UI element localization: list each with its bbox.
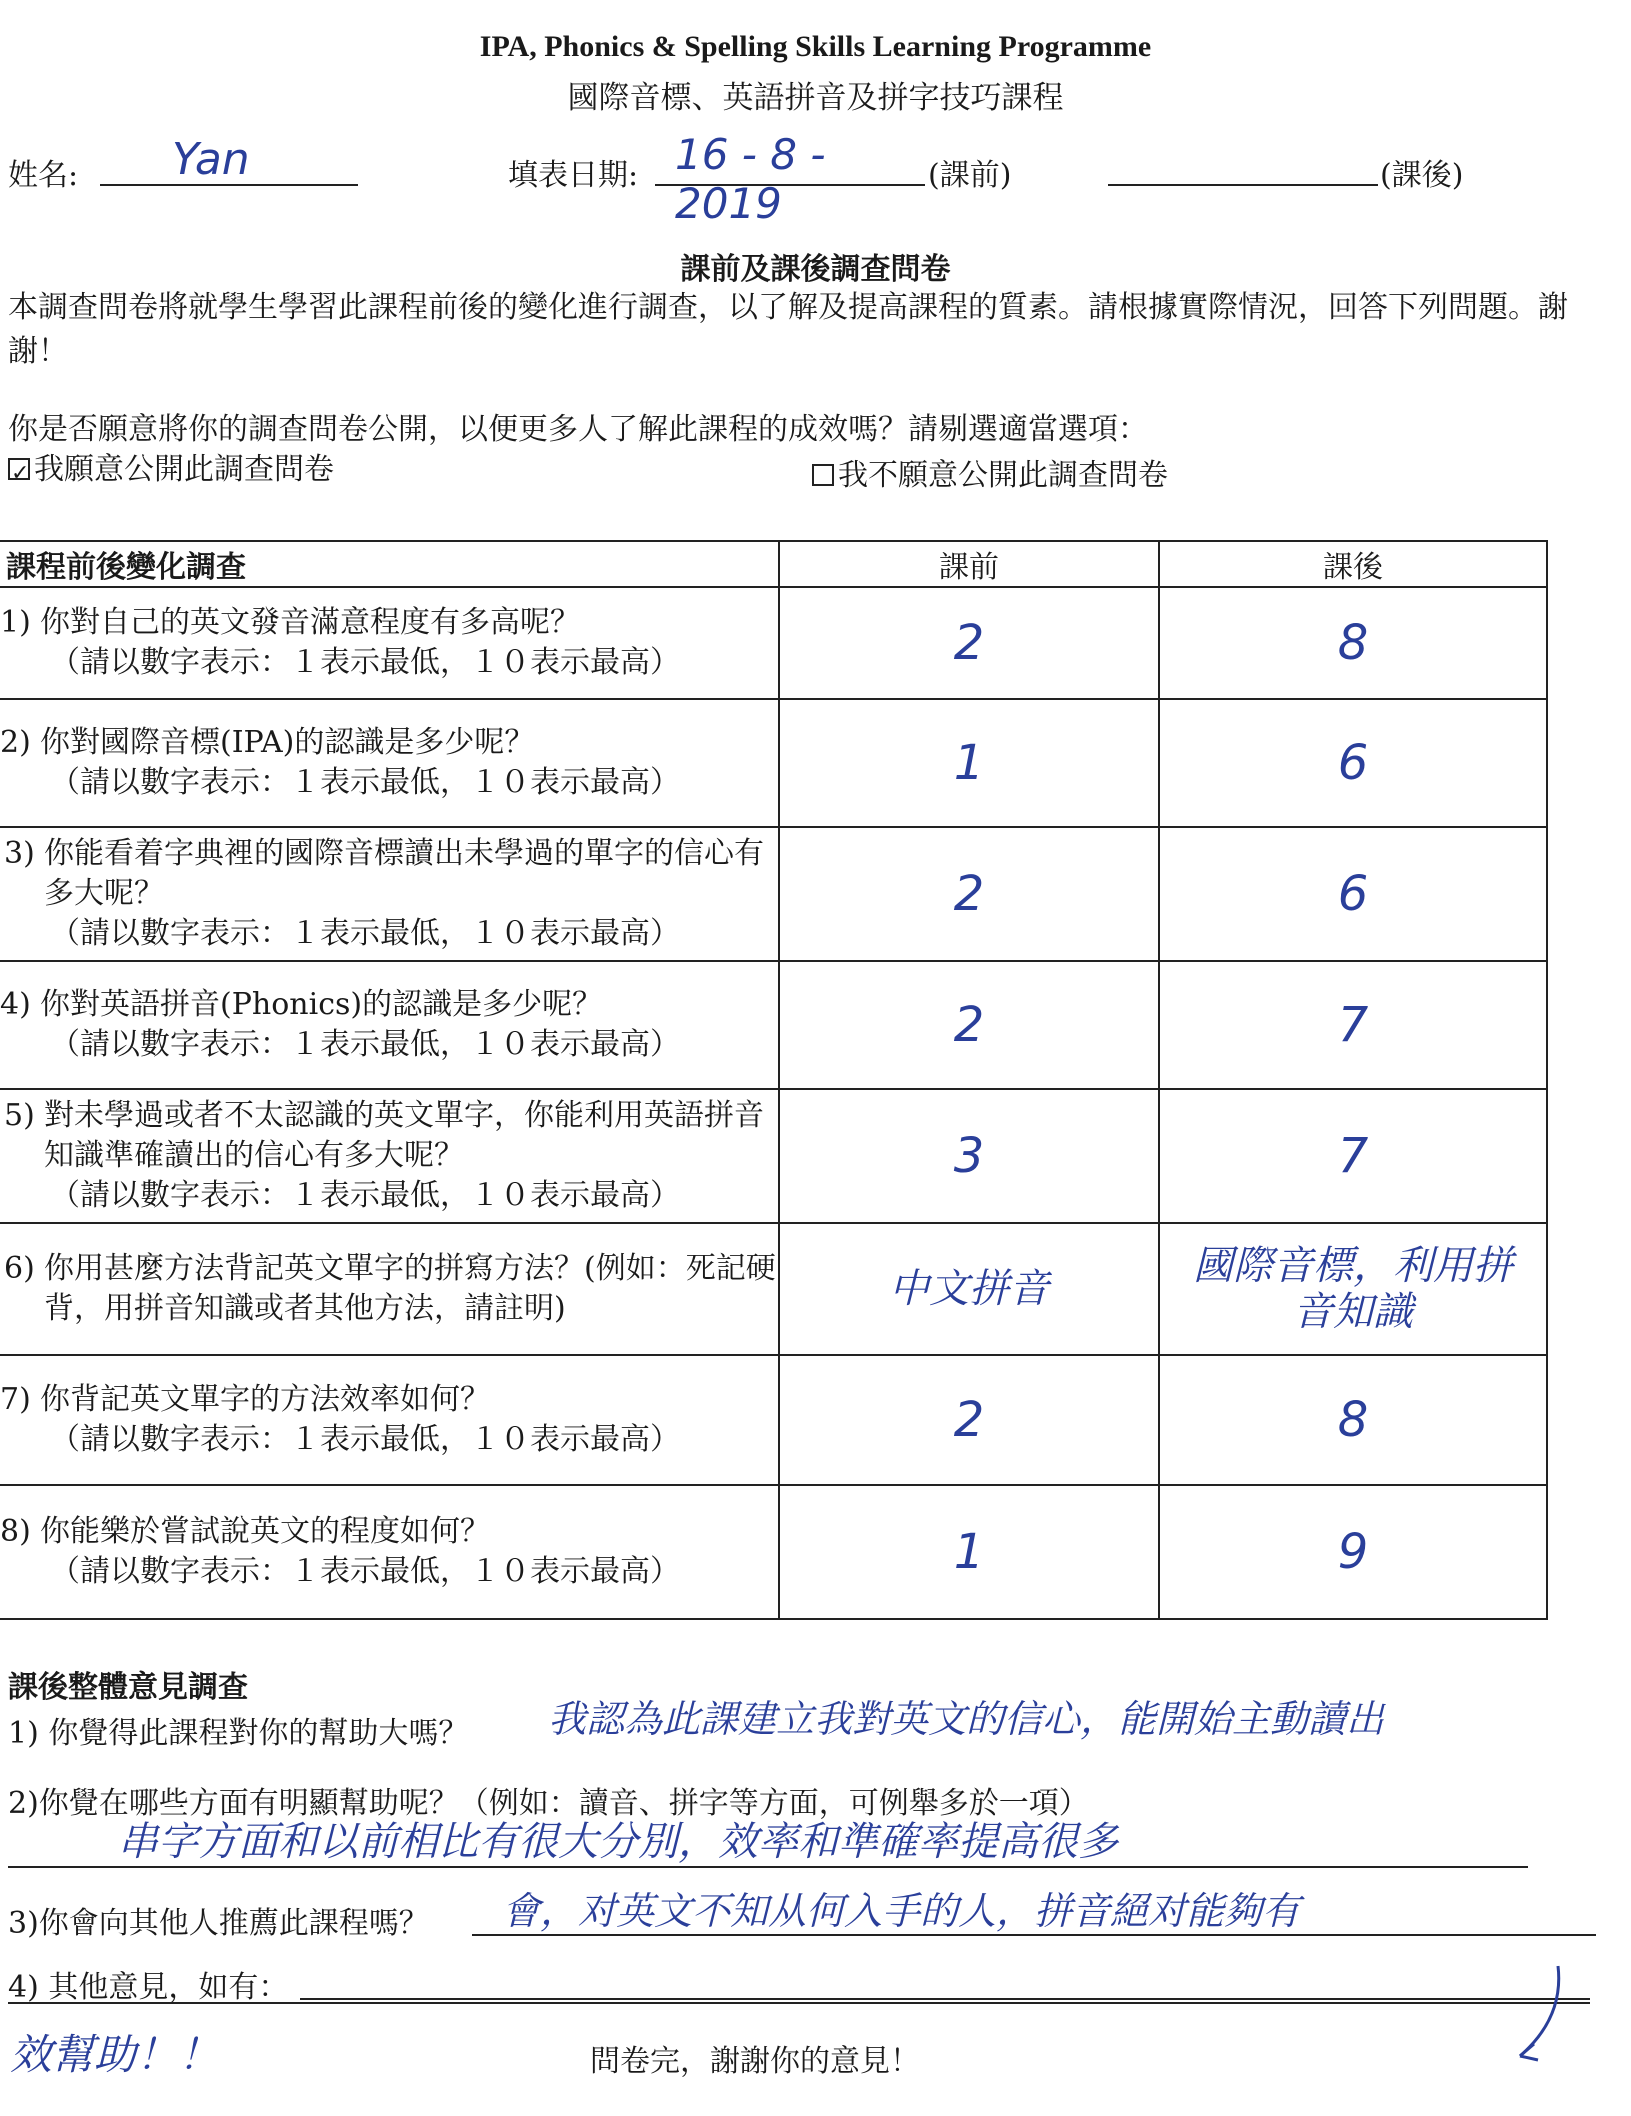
answer-before[interactable]: 2	[779, 1355, 1159, 1485]
answer-before[interactable]: 1	[779, 699, 1159, 827]
row-question: 你背記英文單字的方法效率如何？	[40, 1382, 490, 1417]
answer-after[interactable]: 6	[1159, 827, 1547, 961]
answer-after[interactable]: 8	[1159, 587, 1547, 699]
continuation-arrow-icon	[1500, 1960, 1580, 2080]
answer-before[interactable]: 2	[779, 961, 1159, 1089]
name-field[interactable]	[100, 134, 358, 186]
consent-no[interactable]	[812, 454, 1168, 498]
answer-after[interactable]: 9	[1159, 1485, 1547, 1619]
table-row	[0, 699, 1547, 827]
checkbox-yes[interactable]	[8, 458, 30, 480]
row-number: 6)	[4, 1251, 35, 1286]
row-scale-note: （請以數字表示：１表示最低，１０表示最高）	[50, 916, 680, 951]
table-header-row	[0, 541, 1547, 587]
answer-before[interactable]: 2	[779, 587, 1159, 699]
row-number: 3)	[4, 836, 35, 871]
name-label: 姓名:	[8, 158, 79, 193]
date-label: 填表日期:	[508, 158, 639, 193]
table-row	[0, 961, 1547, 1089]
answer-before[interactable]: 2	[779, 827, 1159, 961]
feedback-q1: 1) 你覺得此課程對你的幫助大嗎？	[8, 1716, 469, 1751]
row-question: 你對國際音標(IPA)的認識是多少呢？	[40, 725, 535, 760]
table-row	[0, 1485, 1547, 1619]
consent-yes[interactable]	[8, 448, 334, 492]
feedback-heading: 課後整體意見調查	[8, 1670, 248, 1705]
row-scale-note: （請以數字表示：１表示最低，１０表示最高）	[50, 1027, 680, 1062]
answer-after[interactable]: 7	[1159, 1089, 1547, 1223]
table-row	[0, 1089, 1547, 1223]
feedback-a1[interactable]: 我認為此課建立我對英文的信心，能開始主動讀出	[548, 1697, 1385, 1741]
answer-after[interactable]: 8	[1159, 1355, 1547, 1485]
answer-before[interactable]: 1	[779, 1485, 1159, 1619]
table-row	[0, 1223, 1547, 1355]
title-chinese: 國際音標、英語拼音及拼字技巧課程	[567, 80, 1064, 116]
answer-after[interactable]: 6	[1159, 699, 1547, 827]
row-number: 8)	[0, 1514, 31, 1549]
row-question: 對未學過或者不太認識的英文單字，你能利用英語拼音知識準確讀出的信心有多大呢？	[44, 1098, 764, 1173]
survey-heading: 課前及課後調查問卷	[680, 252, 951, 287]
closing-text: 問卷完，謝謝你的意見！	[590, 2044, 920, 2079]
survey-table	[0, 540, 1548, 1620]
answer-after[interactable]: 7	[1159, 961, 1547, 1089]
header-question: 課程前後變化調查	[0, 541, 779, 587]
header-after: 課後	[1159, 541, 1547, 587]
feedback-a3-line[interactable]	[472, 1889, 1596, 1936]
date-after-field[interactable]	[1108, 150, 1378, 186]
row-scale-note: （請以數字表示：１表示最低，１０表示最高）	[50, 1178, 680, 1213]
row-number: 7)	[0, 1382, 31, 1417]
row-question: 你能樂於嘗試說英文的程度如何？	[40, 1514, 490, 1549]
row-scale-note: （請以數字表示：１表示最低，１０表示最高）	[50, 1422, 680, 1457]
feedback-q3: 3)你會向其他人推薦此課程嗎？	[8, 1906, 429, 1941]
consent-yes-label: 我願意公開此調查問卷	[34, 452, 334, 487]
feedback-q2: 2)你覺在哪些方面有明顯幫助呢？（例如：讀音、拼字等方面，可例舉多於一項）	[8, 1786, 1089, 1821]
before-label: (課前)	[928, 158, 1012, 193]
answer-after[interactable]: 國際音標，利用拼音知識	[1159, 1223, 1547, 1355]
feedback-a2: 串字方面和以前相比有很大分別，效率和準確率提高很多	[118, 1819, 1118, 1865]
consent-question: 你是否願意將你的調查問卷公開，以便更多人了解此課程的成效嗎？請剔選適當選項：	[8, 412, 1148, 447]
row-question: 你能看着字典裡的國際音標讀出未學過的單字的信心有多大呢？	[44, 836, 764, 911]
date-before-field[interactable]	[655, 130, 925, 228]
title-english: IPA, Phonics & Spelling Skills Learning Programme	[479, 30, 1152, 63]
name-value: Yan	[172, 134, 250, 185]
feedback-q4: 4) 其他意見，如有：	[8, 1970, 289, 2005]
feedback-a4-line[interactable]	[300, 1962, 1590, 2000]
header-before: 課前	[779, 541, 1159, 587]
row-number: 1)	[0, 605, 31, 640]
checkbox-no[interactable]	[812, 464, 834, 486]
answer-before[interactable]: 中文拼音	[779, 1223, 1159, 1355]
feedback-extra-line	[8, 2002, 1590, 2004]
table-row	[0, 587, 1547, 699]
row-number: 5)	[4, 1098, 35, 1133]
row-number: 4)	[0, 987, 31, 1022]
answer-before[interactable]: 3	[779, 1089, 1159, 1223]
feedback-a2-line[interactable]	[8, 1820, 1528, 1868]
row-question: 你對英語拼音(Phonics)的認識是多少呢？	[40, 987, 603, 1022]
feedback-a4[interactable]: 效幫助！！	[10, 2030, 221, 2079]
row-number: 2)	[0, 725, 31, 760]
intro-text: 本調查問卷將就學生學習此課程前後的變化進行調查，以了解及提高課程的質素。請根據實際情況，回答下列問題。謝謝！	[8, 290, 1568, 369]
row-question: 你對自己的英文發音滿意程度有多高呢？	[40, 605, 580, 640]
row-scale-note: （請以數字表示：１表示最低，１０表示最高）	[50, 1554, 680, 1589]
row-question: 你用甚麼方法背記英文單字的拼寫方法？(例如：死記硬背，用拼音知識或者其他方法，請註明)	[44, 1251, 776, 1326]
table-row	[0, 1355, 1547, 1485]
consent-no-label: 我不願意公開此調查問卷	[838, 458, 1168, 493]
row-scale-note: （請以數字表示：１表示最低，１０表示最高）	[50, 765, 680, 800]
row-scale-note: （請以數字表示：１表示最低，１０表示最高）	[50, 645, 680, 680]
date-before-value: 16 - 8 - 2019	[675, 130, 826, 228]
table-row	[0, 827, 1547, 961]
feedback-a3: 會，对英文不知从何入手的人，拼音絕对能夠有	[502, 1889, 1301, 1933]
after-label: (課後)	[1380, 158, 1464, 193]
